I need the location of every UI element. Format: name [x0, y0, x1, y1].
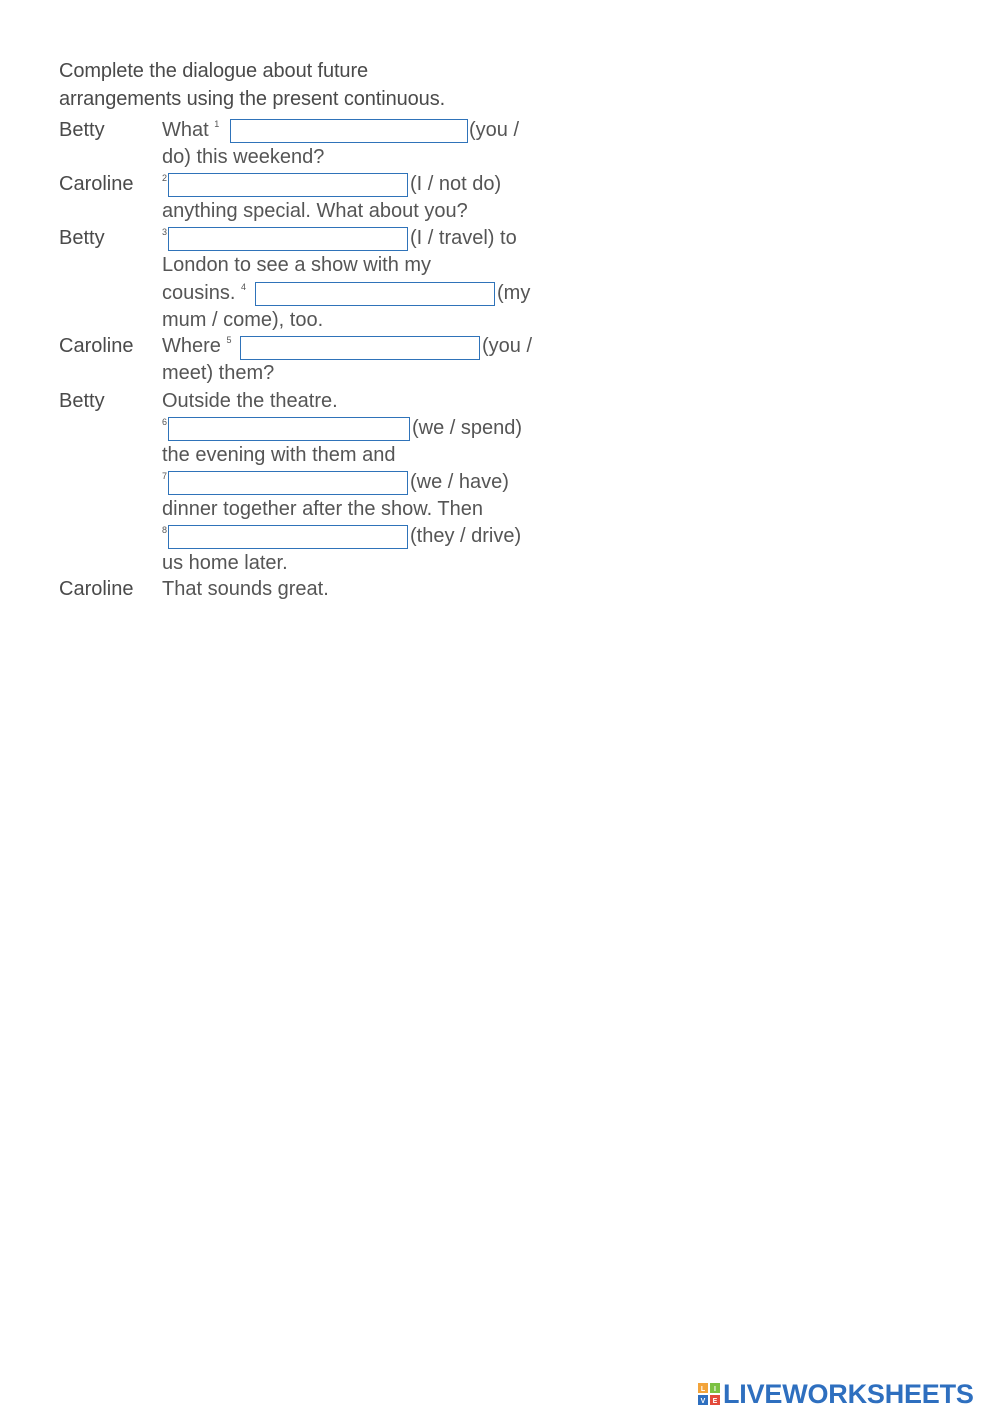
verb-hint: (you /: [482, 335, 533, 357]
answer-input-5[interactable]: [240, 336, 480, 360]
speaker-betty: Betty: [59, 227, 105, 249]
speaker-caroline: Caroline: [59, 578, 134, 600]
verb-hint: (I / not do): [410, 173, 502, 195]
dialogue-text: do) this weekend?: [162, 146, 325, 168]
gap-number: 8: [162, 525, 168, 535]
gap-number: 6: [162, 417, 168, 427]
answer-input-6[interactable]: [168, 417, 410, 441]
answer-input-1[interactable]: [230, 119, 468, 143]
dialogue-text: Where: [162, 335, 227, 357]
verb-hint: (my: [497, 282, 531, 304]
svg-text:L: L: [700, 1386, 706, 1393]
dialogue-text: cousins.: [162, 282, 241, 304]
dialogue-text: London to see a show with my: [162, 254, 432, 276]
dialogue-text: [162, 333, 231, 360]
gap-marker: [162, 523, 167, 550]
svg-text:E: E: [712, 1398, 718, 1405]
liveworksheets-brand[interactable]: [698, 1378, 974, 1410]
dialogue-text: the evening with them and: [162, 444, 396, 466]
dialogue-text: What: [162, 119, 215, 141]
svg-text:V: V: [700, 1398, 706, 1405]
instructions-line-1: Complete the dialogue about future: [59, 60, 369, 82]
gap-marker: [162, 415, 167, 442]
gap-number: 1: [214, 119, 220, 129]
svg-text:I: I: [714, 1386, 716, 1393]
dialogue-text: [162, 280, 246, 307]
gap-number: 3: [162, 227, 168, 237]
dialogue-text: anything special. What about you?: [162, 200, 468, 222]
dialogue-text: us home later.: [162, 552, 288, 574]
gap-number: 7: [162, 471, 168, 481]
brand-name: LIVEWORKSHEETS: [723, 1378, 974, 1409]
answer-input-8[interactable]: [168, 525, 408, 549]
dialogue-text: mum / come), too.: [162, 309, 324, 331]
answer-input-7[interactable]: [168, 471, 408, 495]
speaker-betty: Betty: [59, 390, 105, 412]
speaker-caroline: Caroline: [59, 335, 134, 357]
answer-input-3[interactable]: [168, 227, 408, 251]
answer-input-2[interactable]: [168, 173, 408, 197]
dialogue-text: meet) them?: [162, 362, 275, 384]
verb-hint: (we / spend): [412, 417, 523, 439]
dialogue-text: dinner together after the show. Then: [162, 498, 483, 520]
gap-marker: [162, 469, 167, 496]
instructions: [59, 57, 539, 113]
verb-hint: (they / drive): [410, 525, 522, 547]
liveworksheets-logo-icon: [698, 1383, 720, 1405]
gap-number: 2: [162, 173, 168, 183]
gap-number: 5: [226, 335, 232, 345]
gap-marker: [162, 225, 167, 252]
verb-hint: (I / travel) to: [410, 227, 517, 249]
gap-number: 4: [240, 282, 246, 292]
dialogue-text: [162, 117, 219, 144]
verb-hint: (you /: [469, 119, 520, 141]
dialogue-text: Outside the theatre.: [162, 390, 338, 412]
dialogue-text: That sounds great.: [162, 578, 329, 600]
answer-input-4[interactable]: [255, 282, 495, 306]
gap-marker: [162, 171, 167, 198]
instructions-line-2: arrangements using the present continuous.: [59, 88, 446, 110]
speaker-betty: Betty: [59, 119, 105, 141]
speaker-caroline: Caroline: [59, 173, 134, 195]
verb-hint: (we / have): [410, 471, 509, 493]
